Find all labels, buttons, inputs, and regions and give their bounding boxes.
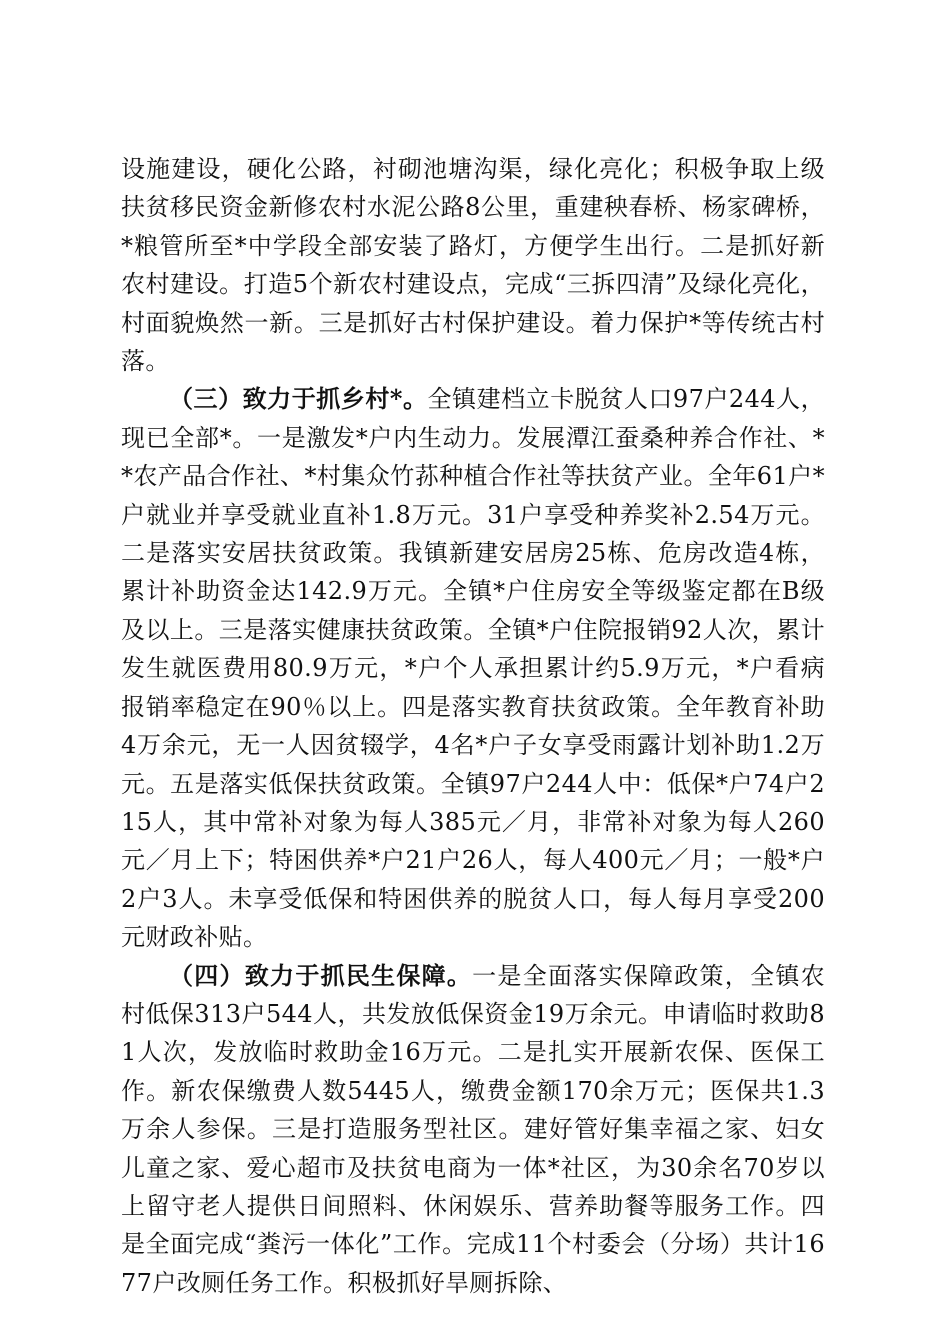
- section-3-paragraph: [121, 380, 825, 956]
- section-4-paragraph: [121, 957, 825, 1303]
- document-body: [121, 150, 825, 1302]
- continuation-paragraph: 设施建设，硬化公路，衬砌池塘沟渠，绿化亮化；积极争取上级扶贫移民资金新修农村水泥公路8公里，重建秧春桥、杨家碑桥，*粮管所至*中学段全部安装了路灯，方便学生出行。二是抓好新农村建设。打造5个新农村建设点，完成“三拆四清”及绿化亮化，村面貌焕然一新。三是抓好古村保护建设。着力保护*等传统古村落。: [121, 155, 825, 376]
- section-3-heading: （三）致力于抓乡村*。: [169, 384, 428, 414]
- section-4-heading: （四）致力于抓民生保障。: [169, 960, 473, 990]
- section-4-body: 一是全面落实保障政策，全镇农村低保313户544人，共发放低保资金19万余元。申请临时救助81人次，发放临时救助金16万元。二是扎实开展新农保、医保工作。新农保缴费人数5445人，缴费金额170余万元；医保共1.3万余人参保。三是打造服务型社区。建好管好集幸福之家、妇女儿童之家、爱心超市及扶贫电商为一体*社区，为30余名70岁以上留守老人提供日间照料、休闲娱乐、营养助餐等服务工作。四是全面完成“粪污一体化”工作。完成11个村委会（分场）共计1677户改厕任务工作。积极抓好旱厕拆除、: [121, 961, 825, 1297]
- section-3-body: 全镇建档立卡脱贫人口97户244人，现已全部*。一是激发*户内生动力。发展潭江蚕桑种养合作社、**农产品合作社、*村集众竹荪种植合作社等扶贫产业。全年61户*户就业并享受就业直补1.8万元。31户享受种养奖补2.54万元。二是落实安居扶贫政策。我镇新建安居房25栋、危房改造4栋，累计补助资金达142.9万元。全镇*户住房安全等级鉴定都在B级及以上。三是落实健康扶贫政策。全镇*户住院报销92人次，累计发生就医费用80.9万元，*户个人承担累计约5.9万元，*户看病报销率稳定在90％以上。四是落实教育扶贫政策。全年教育补助4万余元，无一人因贫辍学，4名*户子女享受雨露计划补助1.2万元。五是落实低保扶贫政策。全镇97户244人中：低保*户74户215人，其中常补对象为每人385元／月，非常补对象为每人260元／月上下；特困供养*户21户26人，每人400元／月；一般*户2户3人。未享受低保和特困供养的脱贫人口，每人每月享受200元财政补贴。: [121, 385, 826, 952]
